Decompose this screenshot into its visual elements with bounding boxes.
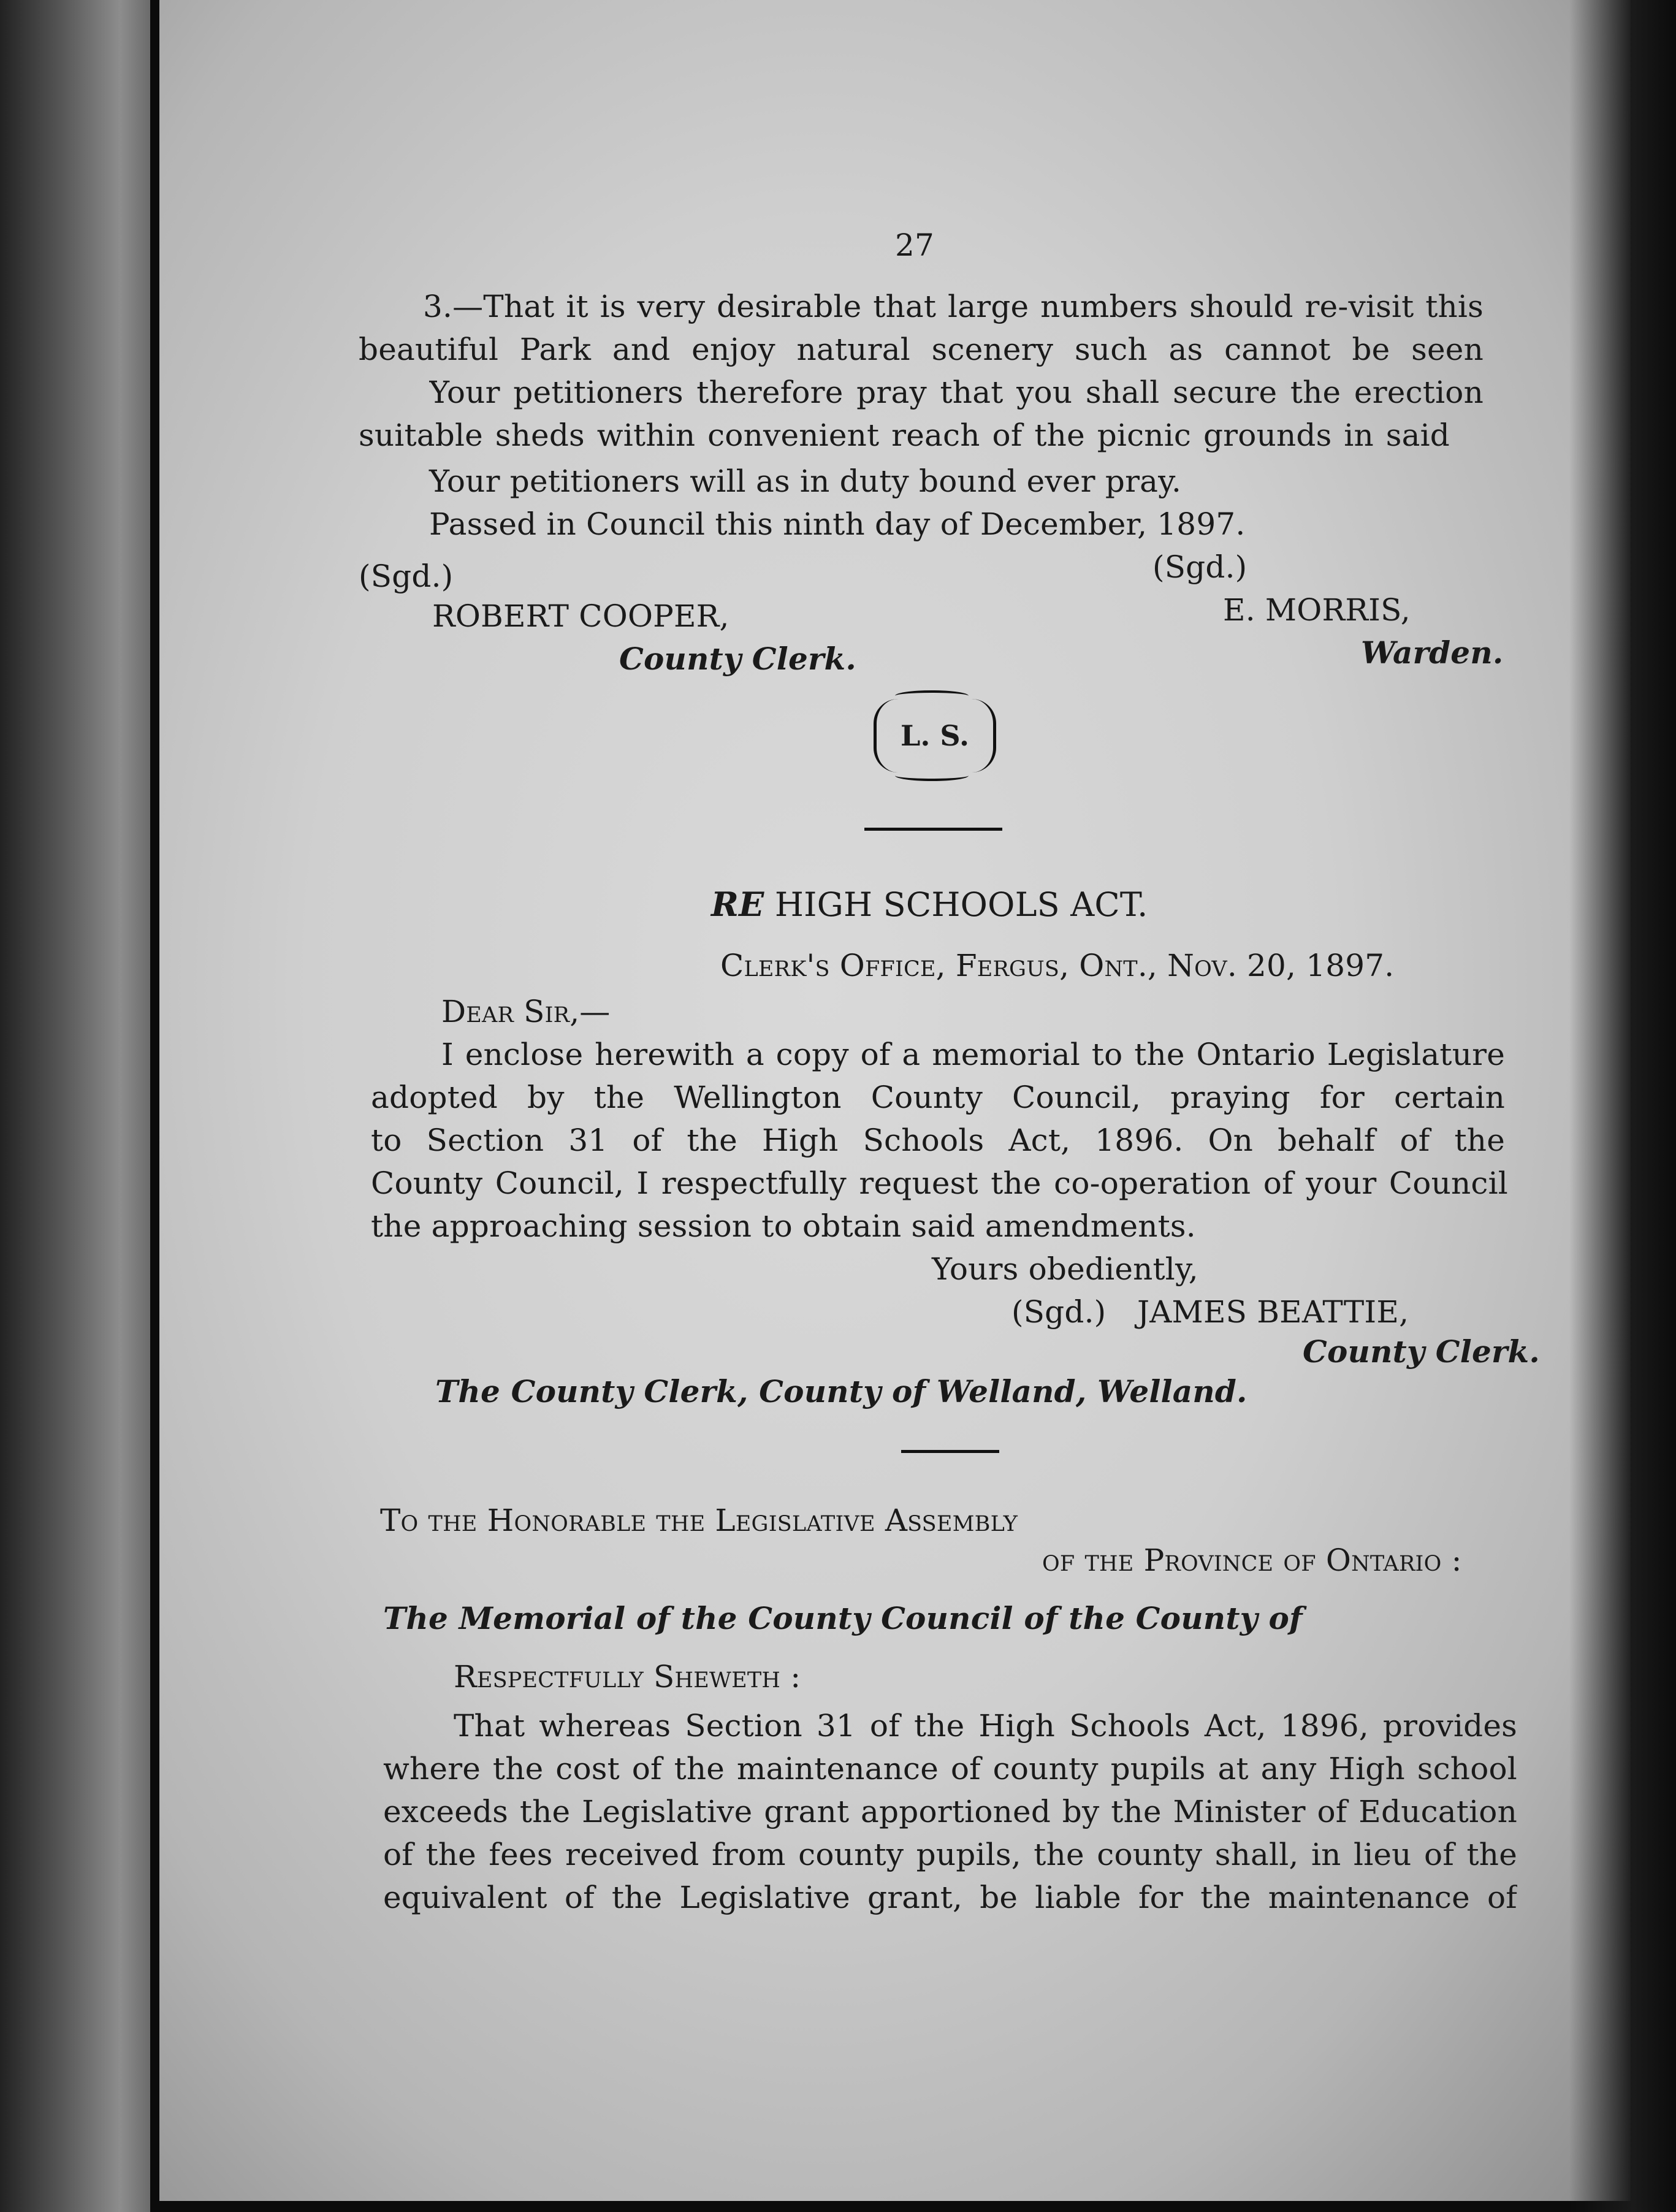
- memorial-body-line-2: where the cost of the maintenance of county pupils at any High school: [383, 1751, 1517, 1787]
- sgd-right: (Sgd.): [1152, 549, 1247, 585]
- letter-body-line-3: to Section 31 of the High Schools Act, 1896. On behalf of the: [371, 1123, 1505, 1158]
- letter-salutation: Dear Sir,—: [441, 994, 611, 1029]
- page-number: 27: [895, 227, 935, 263]
- seal-ls: [874, 699, 996, 772]
- letter-body-line-4: County Council, I respectfully request the co-operation of your Council: [371, 1165, 1508, 1201]
- section-divider-2: [901, 1450, 999, 1453]
- letter-signer-name: JAMES BEATTIE,: [1137, 1294, 1409, 1330]
- heading-re: RE: [711, 885, 764, 924]
- clause-3-line-2: beautiful Park and enjoy natural scenery such as cannot be seen: [359, 332, 1484, 367]
- duty-line: Your petitioners will as in duty bound ever pray.: [429, 463, 1182, 499]
- letter-closing: Yours obediently,: [932, 1251, 1198, 1287]
- letter-signer-title: County Clerk.: [1303, 1333, 1540, 1370]
- memorial-body-line-3: exceeds the Legislative grant apportioned by the Minister of Education: [383, 1794, 1517, 1829]
- sgd-left: (Sgd.): [359, 559, 454, 594]
- letter-body-line-5: the approaching session to obtain said amendments.: [371, 1208, 1196, 1244]
- memorial-address-line-1: To the Honorable the Legislative Assembly: [380, 1503, 1018, 1538]
- letter-addressee: The County Clerk, County of Welland, Welland.: [435, 1373, 1247, 1409]
- page-edge-shadow: [1569, 0, 1676, 2212]
- heading-rest: HIGH SCHOOLS ACT.: [774, 885, 1148, 924]
- prayer-line-1: Your petitioners therefore pray that you shall secure the erection: [429, 375, 1484, 410]
- passed-line: Passed in Council this ninth day of December, 1897.: [429, 506, 1246, 542]
- prayer-line-2: suitable sheds within convenient reach of the picnic grounds in said: [359, 418, 1450, 453]
- memorial-body-line-1: That whereas Section 31 of the High Schools Act, 1896, provides: [454, 1708, 1517, 1744]
- memorial-title: The Memorial of the County Council of the County of: [383, 1600, 1303, 1636]
- facing-page-edge: [0, 0, 150, 2212]
- letter-dateline: Clerk's Office, Fergus, Ont., Nov. 20, 1897.: [720, 948, 1395, 983]
- letter-body-line-2: adopted by the Wellington County Council, praying for certain: [371, 1080, 1505, 1115]
- memorial-body-line-5: equivalent of the Legislative grant, be liable for the maintenance of: [383, 1880, 1517, 1915]
- section-divider-1: [864, 828, 1002, 831]
- clause-3-line-1: 3.—That it is very desirable that large numbers should re-visit this: [423, 289, 1484, 324]
- memorial-address-line-2: of the Province of Ontario :: [1042, 1543, 1462, 1578]
- signer-left-name: ROBERT COOPER,: [432, 598, 729, 634]
- signer-right-title: Warden.: [1361, 635, 1504, 671]
- seal-text: L. S.: [901, 719, 969, 752]
- memorial-sheweth: Respectfully Sheweth :: [454, 1659, 801, 1695]
- signer-left-title: County Clerk.: [619, 641, 856, 677]
- memorial-body-line-4: of the fees received from county pupils, the county shall, in lieu of the: [383, 1837, 1517, 1872]
- letter-heading: [711, 886, 1148, 923]
- letter-body-line-1: I enclose herewith a copy of a memorial to the Ontario Legislature: [441, 1037, 1505, 1072]
- signer-right-name: E. MORRIS,: [1223, 592, 1411, 628]
- letter-sgd: (Sgd.): [1011, 1294, 1107, 1330]
